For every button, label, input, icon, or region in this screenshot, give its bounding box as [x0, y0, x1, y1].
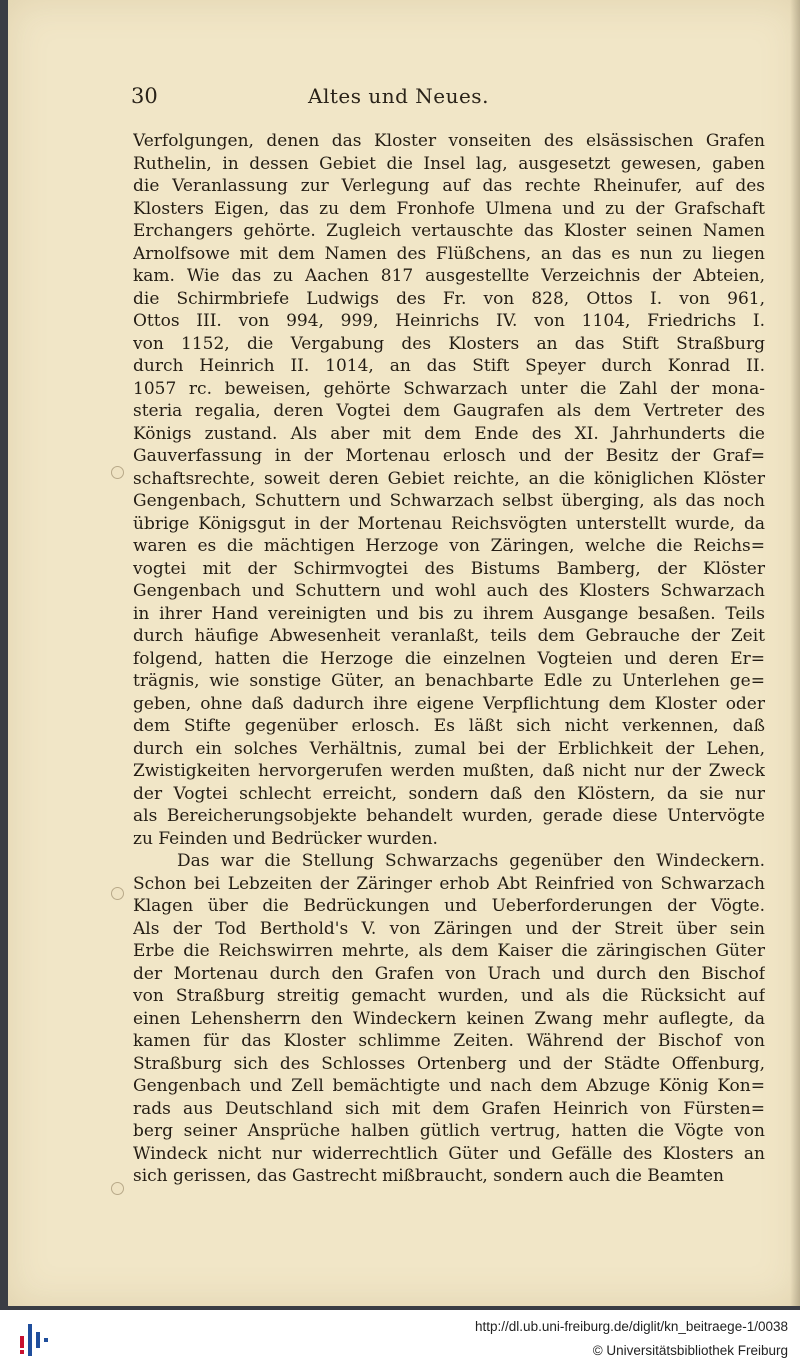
text-line: Zwistigkeiten hervorgerufen werden mußten, daß nicht nur der Zweck [133, 761, 765, 781]
text-line: in ihrer Hand vereinigten und bis zu ihrem Ausgange besaßen. Teils [133, 603, 765, 624]
text-line: als Bereicherungsobjekte behandelt wurden, gerade diese Untervögte [133, 806, 765, 826]
text-line: Schon bei Lebzeiten der Zäringer erhob Abt Reinfried von Schwarzach [133, 873, 765, 894]
text-line: Als der Tod Berthold's V. von Zäringen und der Streit über sein [133, 918, 765, 939]
text-line: Ruthelin, in dessen Gebiet die Insel lag, ausgesetzt gewesen, gaben [133, 153, 765, 174]
text-line: kamen für das Kloster schlimme Zeiten. Während der Bischof von [133, 1031, 765, 1051]
running-head [8, 84, 800, 114]
text-line: sich gerissen, das Gastrecht mißbraucht, sondern auch die Beamten [133, 1166, 724, 1186]
text-line: Erbe die Reichswirren mehrte, als dem Kaiser die zäringischen Güter [133, 941, 765, 961]
binding-hole-icon [111, 1182, 124, 1195]
text-line: Gengenbach und Schuttern und wohl auch des Klosters Schwarzach [133, 581, 765, 601]
page-number: 30 [131, 84, 158, 108]
text-line: Klosters Eigen, das zu dem Fronhofe Ulmena und zu der Grafschaft [133, 198, 765, 219]
running-title: Altes und Neues. [308, 84, 489, 108]
text-line: Königs zustand. Als aber mit dem Ende des XI. Jahrhunderts die [133, 423, 765, 444]
text-line: Erchangers gehörte. Zugleich vertauschte das Kloster seinen Namen [133, 221, 765, 241]
book-page [8, 0, 800, 1306]
text-line: Straßburg sich des Schlosses Ortenberg und der Städte Offenburg, [133, 1053, 765, 1074]
text-line: die Schirmbriefe Ludwigs des Fr. von 828, Ottos I. von 961, [133, 288, 765, 309]
text-line: der Vogtei schlecht erreicht, sondern daß den Klöstern, da sie nur [133, 783, 765, 804]
text-line: rads aus Deutschland sich mit dem Grafen Heinrich von Fürsten= [133, 1098, 765, 1119]
binding-hole-icon [111, 466, 124, 479]
text-line: waren es die mächtigen Herzoge von Zäringen, welche die Reichs= [133, 536, 765, 556]
text-line: von Straßburg streitig gemacht wurden, und als die Rücksicht auf [133, 986, 765, 1006]
footer-bar [0, 1310, 800, 1369]
text-line: vogtei mit der Schirmvogtei des Bistums Bamberg, der Klöster [133, 558, 765, 579]
text-line: einen Lehensherrn den Windeckern keinen Zwang mehr auflegte, da [133, 1008, 765, 1029]
text-line: Ottos III. von 994, 999, Heinrichs IV. von 1104, Friedrichs I. [133, 311, 765, 331]
footer-copyright: © Universitätsbibliothek Freiburg [592, 1343, 788, 1358]
page-edge-shadow [790, 0, 800, 1306]
text-line: die Veranlassung zur Verlegung auf das rechte Rheinufer, auf des [133, 176, 765, 196]
text-line: durch häufige Abwesenheit veranlaßt, teils dem Gebrauche der Zeit [133, 626, 765, 646]
body-text [133, 130, 765, 1188]
text-line: übrige Königsgut in der Mortenau Reichsvögten unterstellt wurde, da [133, 513, 765, 534]
text-line: dem Stifte gegenüber erlosch. Es läßt sich nicht verkennen, daß [133, 716, 765, 736]
text-line: von 1152, die Vergabung des Klosters an das Stift Straßburg [133, 333, 765, 354]
text-line: folgend, hatten die Herzoge die einzelnen Vogteien und deren Er= [133, 648, 765, 669]
footer-url-link[interactable]: http://dl.ub.uni-freiburg.de/diglit/kn_beitraege-1/0038 [475, 1319, 788, 1334]
text-line: steria regalia, deren Vogtei dem Gaugrafen als dem Vertreter des [133, 401, 765, 421]
text-line: kam. Wie das zu Aachen 817 ausgestellte Verzeichnis der Abteien, [133, 266, 765, 286]
text-line: Klagen über die Bedrückungen und Ueberforderungen der Vögte. [133, 896, 765, 916]
text-line: geben, ohne daß dadurch ihre eigene Verpflichtung dem Kloster oder [133, 693, 765, 714]
text-line: Das war die Stellung Schwarzachs gegenüber den Windeckern. [177, 851, 765, 871]
text-line: Verfolgungen, denen das Kloster vonseiten des elsässischen Grafen [133, 131, 765, 151]
text-line: Windeck nicht nur widerrechtlich Güter und Gefälle des Klosters an [133, 1143, 765, 1164]
text-line: Gengenbach, Schuttern und Schwarzach selbst überging, als das noch [133, 491, 765, 511]
text-line: zu Feinden und Bedrücker wurden. [133, 828, 438, 849]
text-line: schaftsrechte, soweit deren Gebiet reichte, an die königlichen Klöster [133, 468, 765, 489]
text-line: durch Heinrich II. 1014, an das Stift Speyer durch Konrad II. [133, 356, 765, 376]
text-line: 1057 rc. beweisen, gehörte Schwarzach unter die Zahl der mona- [133, 378, 765, 399]
text-line: trägnis, wie sonstige Güter, an benachbarte Edle zu Unterlehen ge= [133, 671, 765, 691]
text-line: der Mortenau durch den Grafen von Urach und durch den Bischof [133, 963, 765, 984]
ub-freiburg-logo-icon [14, 1320, 54, 1360]
text-line: Gengenbach und Zell bemächtigte und nach dem Abzuge König Kon= [133, 1076, 765, 1096]
text-line: Arnolfsowe mit dem Namen des Flüßchens, an das es nun zu liegen [133, 243, 765, 264]
text-line: berg seiner Ansprüche halben gütlich vertrug, hatten die Vögte von [133, 1121, 765, 1141]
text-line: durch ein solches Verhältnis, zumal bei der Erblichkeit der Lehen, [133, 738, 765, 759]
text-line: Gauverfassung in der Mortenau erlosch und der Besitz der Graf= [133, 446, 765, 466]
binding-hole-icon [111, 887, 124, 900]
